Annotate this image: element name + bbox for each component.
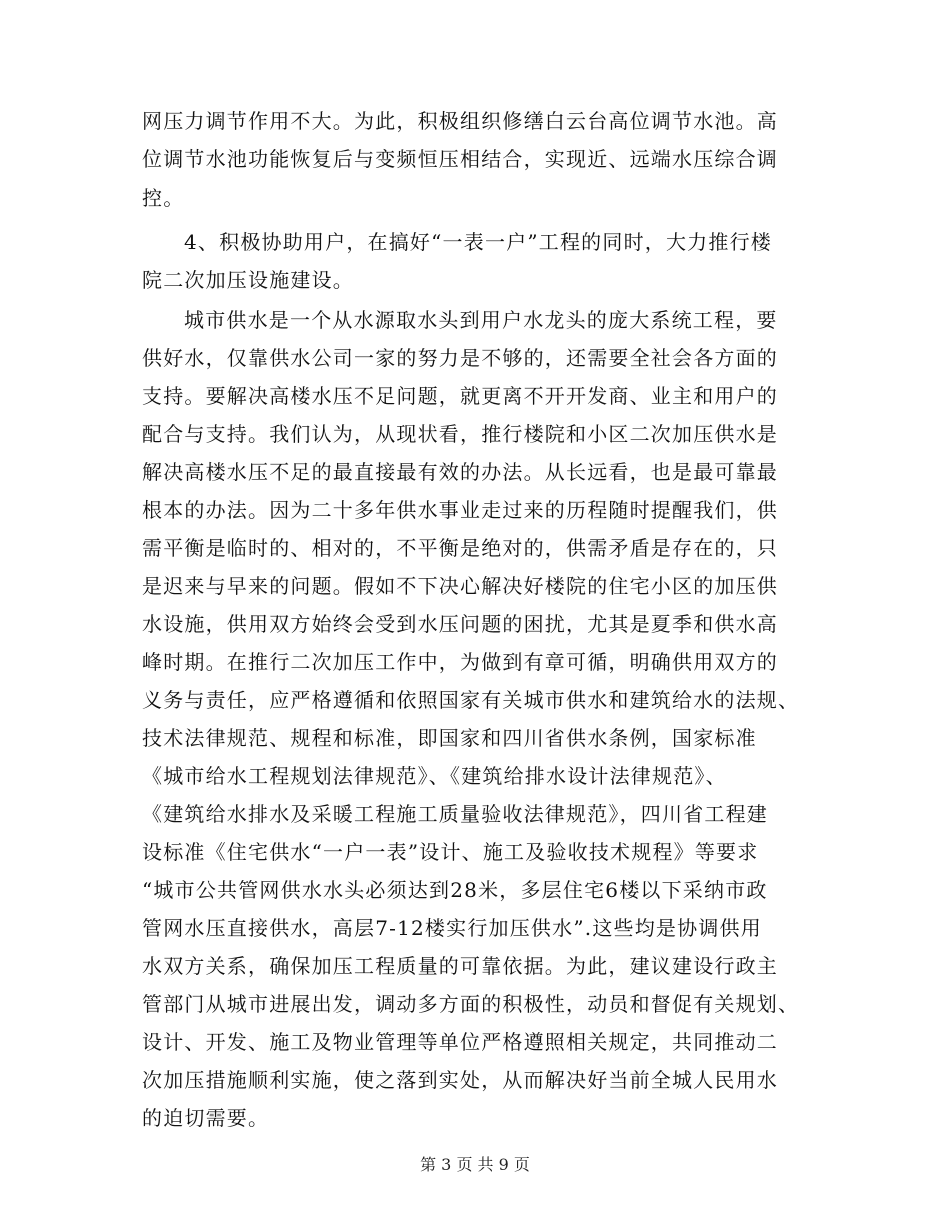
text-line: 峰时期。在推行二次加压工作中，为做到有章可循，明确供用双方的 (142, 650, 778, 674)
text-line: 需平衡是临时的、相对的，不平衡是绝对的，供需矛盾是存在的，只 (142, 536, 778, 560)
text-line: 技术法律规范、规程和标准，即国家和四川省供水条例，国家标准 (142, 726, 757, 750)
text-line: 位调节水池功能恢复后与变频恒压相结合，实现近、远端水压综合调 (142, 147, 778, 171)
text-line: 网压力调节作用不大。为此，积极组织修缮白云台高位调节水池。高 (142, 109, 778, 133)
text-line: 供好水，仅靠供水公司一家的努力是不够的，还需要全社会各方面的 (142, 346, 778, 370)
text-line: 城市供水是一个从水源取水头到用户水龙头的庞大系统工程，要 (184, 308, 778, 332)
text-line: 配合与支持。我们认为，从现状看，推行楼院和小区二次加压供水是 (142, 422, 778, 446)
text-line: 设计、开发、施工及物业管理等单位严格遵照相关规定，共同推动二 (142, 1030, 778, 1054)
text-line: “城市公共管网供水水头必须达到28米，多层住宅6楼以下采纳市政 (142, 878, 768, 902)
text-line: 管网水压直接供水，高层7-12楼实行加压供水”.这些均是协调供用 (142, 916, 762, 940)
text-line: 水设施，供用双方始终会受到水压问题的困扰，尤其是夏季和供水高 (142, 612, 778, 636)
text-line: 院二次加压设施建设。 (142, 268, 354, 292)
text-line: 根本的办法。因为二十多年供水事业走过来的历程随时提醒我们，供 (142, 498, 778, 522)
text-line: 《建筑给水排水及采暖工程施工质量验收法律规范》，四川省工程建 (142, 802, 768, 826)
text-line: 水双方关系，确保加压工程质量的可靠依据。为此，建议建设行政主 (142, 954, 778, 978)
text-line: 是迟来与早来的问题。假如不下决心解决好楼院的住宅小区的加压供 (142, 574, 778, 598)
text-line: 设标准《住宅供水“一户一表”设计、施工及验收技术规程》等要求 (142, 840, 759, 864)
text-line: 《城市给水工程规划法律规范》、《建筑给排水设计法律规范》、 (142, 764, 727, 788)
text-line: 解决高楼水压不足的最直接最有效的办法。从长远看，也是最可靠最 (142, 460, 778, 484)
text-line: 的迫切需要。 (142, 1106, 270, 1130)
text-line: 控。 (142, 186, 185, 210)
text-line: 次加压措施顺利实施，使之落到实处，从而解决好当前全城人民用水 (142, 1068, 778, 1092)
text-line: 4、积极协助用户，在搞好“一表一户”工程的同时，大力推行楼 (184, 230, 772, 254)
text-line: 支持。要解决高楼水压不足问题，就更离不开开发商、业主和用户的 (142, 384, 778, 408)
page-number-footer: 第 3 页 共 9 页 (420, 1155, 530, 1174)
text-line: 管部门从城市进展出发，调动多方面的积极性，动员和督促有关规划、 (142, 992, 800, 1016)
text-line: 义务与责任，应严格遵循和依照国家有关城市供水和建筑给水的法规、 (142, 688, 800, 712)
